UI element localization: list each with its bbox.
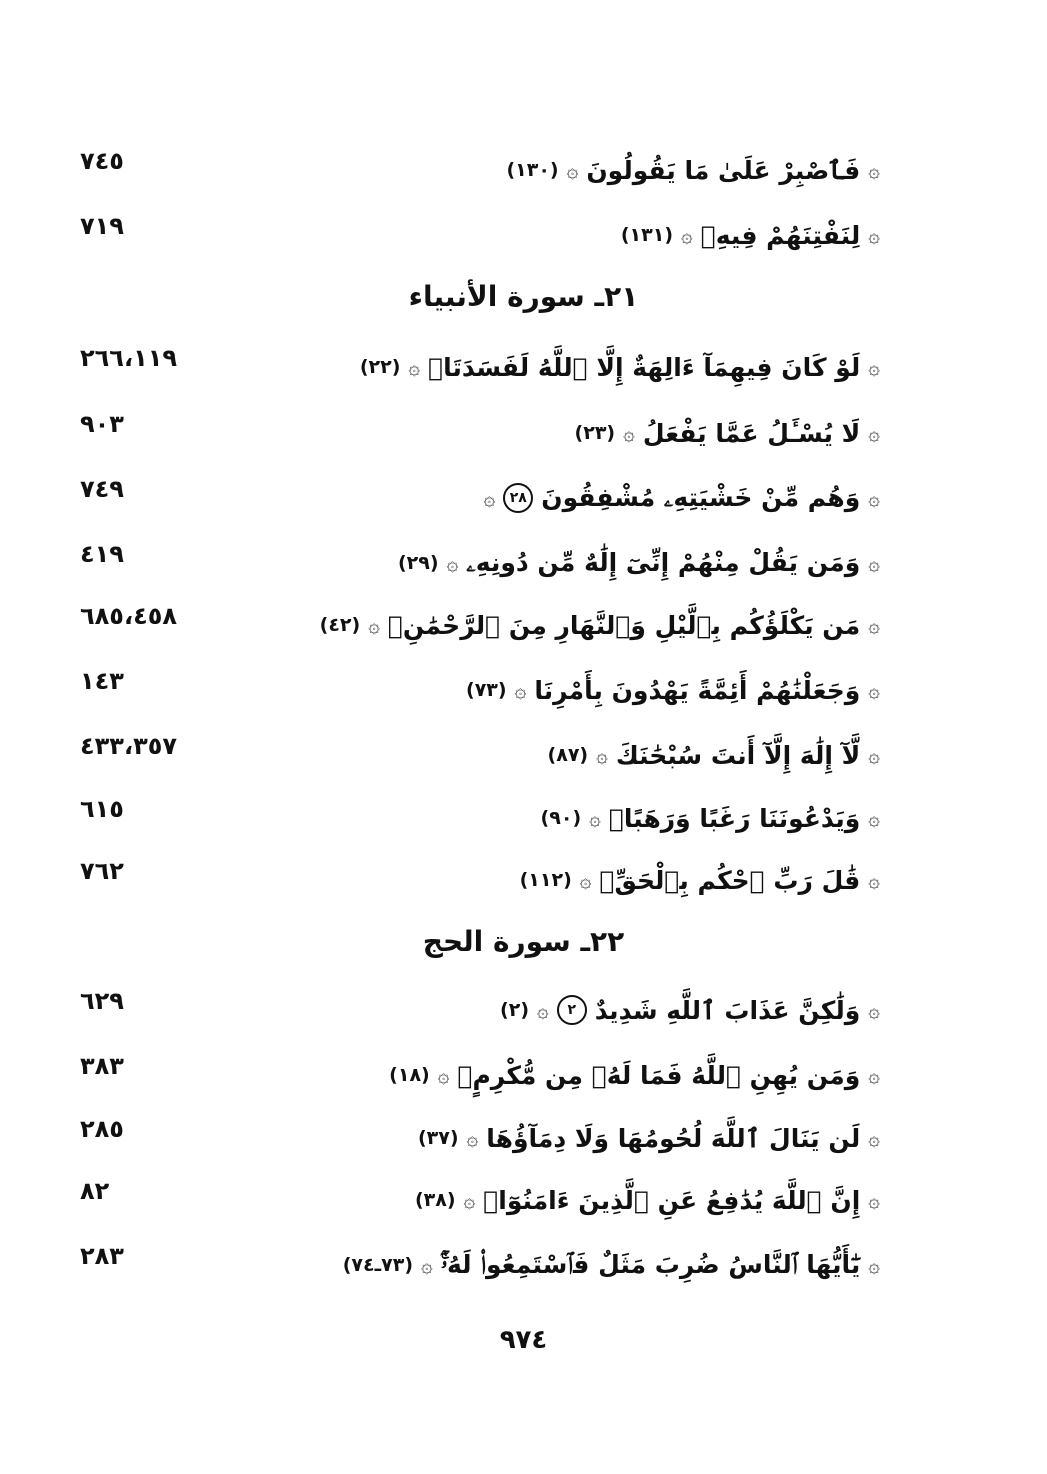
ornament-open-icon: ۞	[868, 486, 880, 510]
verse-citation	[320, 611, 880, 640]
ornament-close-icon: ۞	[537, 998, 549, 1022]
verse-number: (٢٩)	[397, 552, 439, 574]
verse-number: (٣٧)	[417, 1127, 459, 1149]
verse-text: فَٱصْبِرْ عَلَىٰ مَا يَقُولُونَ	[586, 155, 861, 185]
list-item	[80, 1240, 880, 1290]
verse-citation	[360, 353, 880, 382]
verse-text: وَمَن يُهِنِ ٱللَّهُ فَمَا لَهُۥ مِن مُّكْرِمٍۚ	[457, 1060, 861, 1090]
page-references: ١٤٣	[80, 667, 124, 695]
ornament-close-icon: ۞	[514, 678, 527, 702]
ornament-close-icon: ۞	[483, 486, 496, 510]
list-item	[80, 473, 880, 523]
ornament-open-icon: ۞	[868, 806, 880, 830]
ornament-close-icon: ۞	[437, 1063, 450, 1087]
page-references: ٤١٩	[80, 540, 124, 568]
page-references: ٨٢	[80, 1177, 110, 1205]
list-item	[80, 538, 880, 588]
ornament-open-icon: ۞	[868, 678, 880, 702]
list-item	[80, 600, 880, 650]
verse-text: وَهُم مِّنْ خَشْيَتِهِۦ مُشْفِقُونَ	[541, 483, 861, 512]
page-references: ٧٤٩	[80, 475, 124, 503]
ornament-open-icon: ۞	[868, 1253, 880, 1277]
ornament-close-icon: ۞	[579, 868, 592, 892]
verse-number: (٢)	[500, 999, 530, 1021]
ornament-close-icon: ۞	[421, 1253, 433, 1277]
ornament-close-icon: ۞	[466, 1126, 479, 1150]
ornament-close-icon: ۞	[589, 806, 601, 830]
list-item	[80, 342, 880, 392]
list-item	[80, 1175, 880, 1225]
ornament-close-icon: ۞	[596, 743, 608, 767]
verse-citation	[575, 419, 880, 448]
verse-citation	[389, 1061, 880, 1090]
ornament-open-icon: ۞	[868, 743, 880, 767]
ornament-close-icon: ۞	[566, 158, 579, 182]
verse-number: (٣٨)	[414, 1189, 456, 1211]
ornament-close-icon: ۞	[463, 1188, 476, 1212]
verse-citation	[415, 1186, 880, 1215]
verse-text: مَن يَكْلَؤُكُم بِٱلَّيْلِ وَٱلنَّهَارِ مِنَ ٱلرَّحْمَٰنِۗ	[387, 610, 861, 640]
ornament-close-icon: ۞	[368, 613, 380, 637]
page-number: ٩٧٤	[499, 1325, 548, 1355]
ornament-close-icon: ۞	[623, 421, 635, 445]
list-item	[80, 855, 880, 905]
verse-number: (١٨)	[389, 1064, 430, 1086]
page-references: ٦٢٩	[80, 987, 124, 1015]
verse-citation	[484, 483, 880, 513]
ornament-close-icon: ۞	[681, 223, 693, 247]
ornament-open-icon: ۞	[868, 551, 880, 575]
verse-number: (٢٣)	[574, 422, 616, 444]
ornament-close-icon: ۞	[408, 355, 421, 379]
page-references: ٧٦٢	[80, 857, 124, 885]
page-references: ٩٠٣	[80, 410, 124, 438]
ornament-open-icon: ۞	[868, 613, 880, 637]
verse-text: لَن يَنَالَ ٱللَّهَ لُحُومُهَا وَلَا دِمَآؤُهَا	[486, 1123, 861, 1153]
verse-citation	[541, 804, 880, 833]
verse-number: (١٣١)	[620, 224, 674, 246]
page-references: ٦٨٥،٤٥٨	[80, 602, 178, 630]
verse-text: وَيَدْعُونَنَا رَغَبًا وَرَهَبًاۖ	[608, 803, 861, 833]
ornament-open-icon: ۞	[868, 158, 880, 182]
page-references: ٢٦٦،١١٩	[80, 344, 178, 372]
verse-text: لَّآ إِلَٰهَ إِلَّآ أَنتَ سُبْحَٰنَكَ	[615, 740, 861, 770]
verse-text: لَا يُسْـَٔلُ عَمَّا يَفْعَلُ	[642, 418, 861, 448]
surah-heading: ٢١ـ سورة الأنبياء	[408, 280, 639, 313]
verse-text: إِنَّ ٱللَّهَ يُدَٰفِعُ عَنِ ٱلَّذِينَ ءَامَنُوٓاۗ	[483, 1185, 861, 1215]
verse-text: لِنَفْتِنَهُمْ فِيهِۚ	[700, 220, 861, 250]
ornament-open-icon: ۞	[868, 1126, 880, 1150]
verse-citation	[343, 1250, 880, 1280]
ornament-open-icon: ۞	[868, 1188, 880, 1212]
list-item	[80, 665, 880, 715]
page-references: ٧٤٥	[80, 147, 124, 175]
verse-text: يَٰٓأَيُّهَا ٱلنَّاسُ ضُرِبَ مَثَلٌ فَٱسْتَمِعُوا۟ لَهُۥٓۚ	[440, 1250, 861, 1279]
verse-number: (٧٣)	[466, 679, 507, 701]
list-item	[80, 1113, 880, 1163]
verse-number-circle: ٢	[557, 995, 587, 1025]
ornament-open-icon: ۞	[868, 223, 880, 247]
verse-citation	[520, 866, 880, 895]
list-item	[80, 408, 880, 458]
verse-text: قَٰلَ رَبِّ ٱحْكُم بِٱلْحَقِّۗ	[599, 865, 861, 895]
page-references: ٢٨٣	[80, 1242, 124, 1270]
ornament-open-icon: ۞	[868, 421, 880, 445]
verse-citation	[466, 676, 880, 705]
verse-citation	[418, 1124, 880, 1153]
verse-number: (١١٢)	[519, 869, 572, 891]
verse-number-circle: ٢٨	[503, 483, 533, 513]
page-references: ٢٨٥	[80, 1115, 124, 1143]
ornament-open-icon: ۞	[868, 868, 880, 892]
list-item	[80, 1050, 880, 1100]
page-references: ٧١٩	[80, 212, 124, 240]
verse-text: وَجَعَلْنَٰهُمْ أَئِمَّةً يَهْدُونَ بِأَمْرِنَا	[534, 675, 861, 705]
list-item	[80, 145, 880, 195]
page-references: ٤٣٣،٣٥٧	[80, 732, 178, 760]
verse-number: (٤٢)	[319, 614, 361, 636]
surah-heading: ٢٢ـ سورة الحج	[422, 925, 625, 958]
verse-text: وَلَٰكِنَّ عَذَابَ ٱللَّهِ شَدِيدٌ	[594, 995, 861, 1025]
verse-text: لَوْ كَانَ فِيهِمَآ ءَالِهَةٌ إِلَّا ٱللَّهُ لَفَسَدَتَاۚ	[428, 352, 861, 382]
ornament-open-icon: ۞	[868, 355, 880, 379]
ornament-open-icon: ۞	[868, 1063, 880, 1087]
ornament-close-icon: ۞	[446, 551, 459, 575]
verse-number: (١٣٠)	[506, 159, 559, 181]
list-item	[80, 793, 880, 843]
verse-number: (٨٧)	[547, 744, 589, 766]
verse-number: (٧٣ـ٧٤)	[342, 1254, 413, 1276]
list-item	[80, 985, 880, 1035]
verse-citation	[398, 548, 880, 578]
verse-citation	[506, 156, 880, 185]
list-item	[80, 730, 880, 780]
verse-citation	[548, 741, 880, 770]
verse-citation	[500, 995, 880, 1025]
page-references: ٣٨٣	[80, 1052, 124, 1080]
verse-text: وَمَن يَقُلْ مِنْهُمْ إِنِّىٓ إِلَٰهٌ مِّن دُونِهِۦ	[466, 548, 861, 577]
verse-citation	[621, 221, 880, 250]
list-item	[80, 210, 880, 260]
verse-number: (٩٠)	[540, 807, 582, 829]
ornament-open-icon: ۞	[868, 998, 880, 1022]
verse-number: (٢٢)	[359, 356, 401, 378]
page-references: ٦١٥	[80, 795, 124, 823]
